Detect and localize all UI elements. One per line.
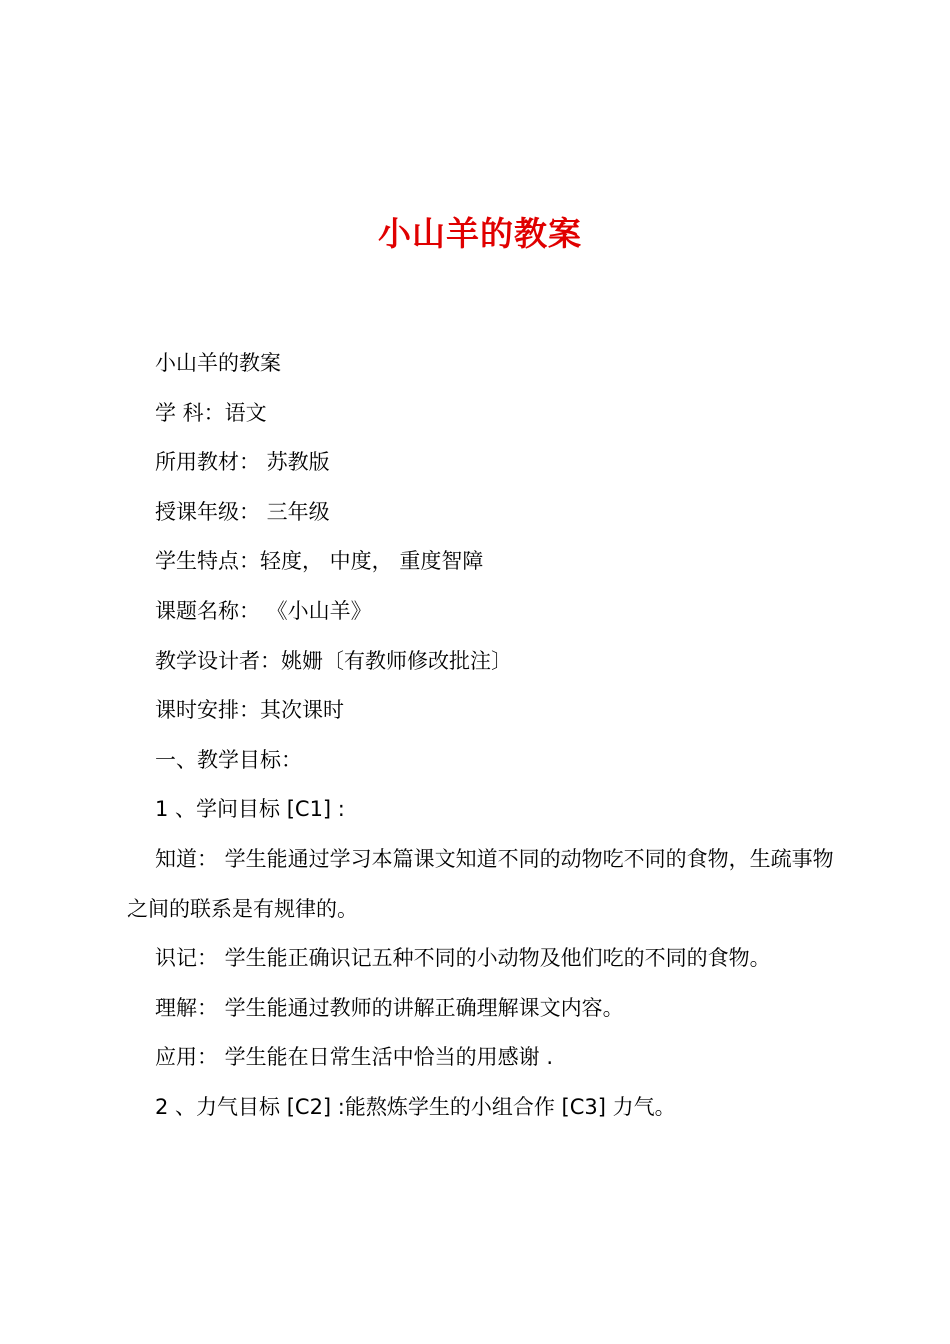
- paragraph-schedule: 课时安排：其次课时: [155, 698, 344, 723]
- paragraph-subject: 学 科：语文: [155, 400, 267, 425]
- paragraph-know: 知道： 学生能通过学习本篇课文知道不同的动物吃不同的食物，生疏事物之间的联系是有规律的。: [127, 846, 834, 921]
- paragraph-understand: 理解： 学生能通过教师的讲解正确理解课文内容。: [155, 995, 624, 1020]
- paragraph-apply: 应用： 学生能在日常生活中恰当的用感谢 .: [155, 1045, 554, 1070]
- paragraph-student-traits: 学生特点：轻度， 中度， 重度智障: [155, 549, 484, 574]
- paragraph-section-goals: 一、教学目标：: [155, 747, 302, 772]
- paragraph-memorize: 识记： 学生能正确识记五种不同的小动物及他们吃的不同的食物。: [155, 946, 771, 971]
- paragraph-designer: 教学设计者：姚姗〔有教师修改批注〕: [155, 648, 512, 673]
- paragraph-lesson-name: 小山羊的教案: [155, 351, 281, 375]
- paragraph-ability-goal: 2 、力气目标 [C2] :能熬炼学生的小组合作 [C3] 力气。: [155, 1094, 676, 1119]
- paragraph-grade: 授课年级： 三年级: [155, 499, 330, 524]
- paragraph-knowledge-goal: 1 、学问目标 [C1] :: [155, 797, 345, 822]
- document-body: [127, 339, 847, 1133]
- document-title: 小山羊的教案: [378, 214, 582, 253]
- paragraph-topic: 课题名称： 《小山羊》: [155, 598, 372, 623]
- paragraph-textbook: 所用教材： 苏教版: [155, 450, 330, 475]
